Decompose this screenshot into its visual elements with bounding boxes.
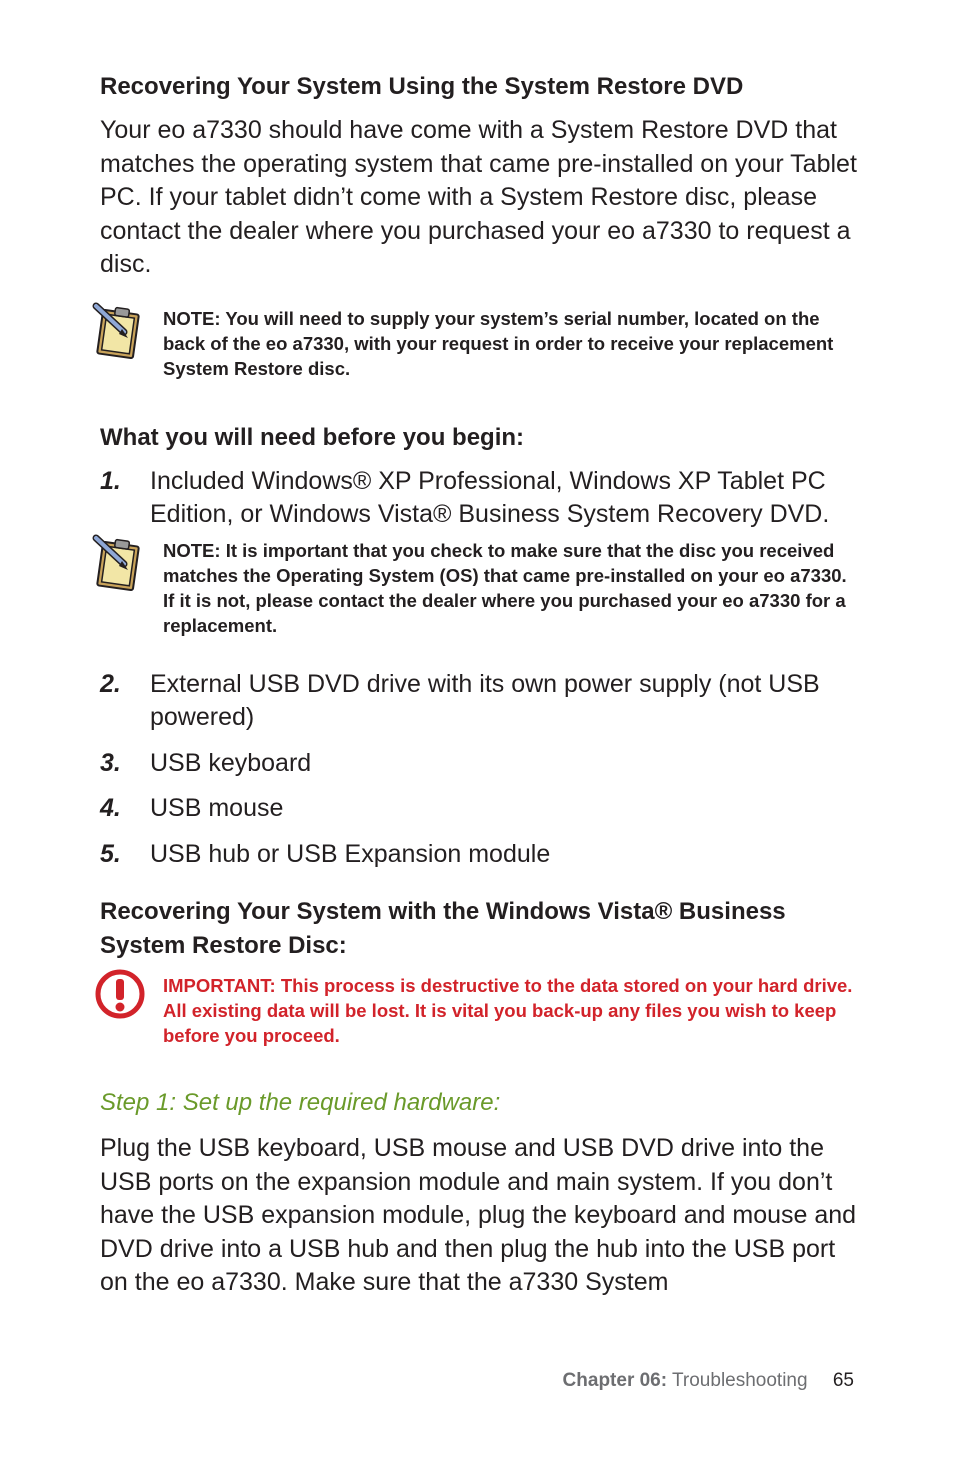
note-disc-match: [100, 538, 860, 638]
step-1-heading: Step 1: Set up the required hardware:: [100, 1089, 501, 1116]
list-item-number: 5.: [100, 839, 121, 868]
list-item-text: Included Windows® XP Professional, Windows XP Tablet PC Edition, or Windows Vista® Business System Recovery DVD.: [150, 466, 830, 528]
page-number: 65: [832, 1370, 854, 1391]
section-heading-vista-restore: Recovering Your System with the Windows Vista® Business System Restore Disc:: [100, 898, 786, 959]
list-item-text: USB keyboard: [150, 748, 312, 777]
list-item-text: USB hub or USB Expansion module: [150, 839, 551, 868]
list-item: [100, 668, 860, 735]
page-footer: [563, 1370, 854, 1392]
footer-chapter: Chapter 06:: [562, 1370, 668, 1391]
list-item-number: 1.: [100, 466, 121, 495]
list-item-number: 4.: [100, 794, 121, 822]
list-item: [100, 792, 860, 826]
list-item-text: USB mouse: [150, 794, 284, 822]
important-text: IMPORTANT: This process is destructive to the data stored on your hard drive. All existing data will be lost. It is vital you back-up any files you wish to keep before you proceed.: [163, 975, 853, 1046]
notepad-pencil-icon: [90, 300, 146, 362]
note-text: NOTE: You will need to supply your system’s serial number, located on the back of the eo a7330, with your request in order to receive your replacement System Restore disc.: [163, 307, 834, 379]
page-content: [100, 70, 860, 1300]
exclamation-icon: [95, 969, 145, 1019]
note-serial-number: [100, 306, 860, 381]
list-item-number: 2.: [100, 669, 121, 698]
restore-dvd-paragraph: Your eo a7330 should have come with a System Restore DVD that matches the operating system that came pre-installed on your Tablet PC. If your tablet didn’t come with a System Restore disc, please contact the dealer where you purchased your eo a7330 to request a disc.: [100, 116, 857, 278]
requirements-list: [100, 465, 860, 532]
requirements-list-continued: [100, 668, 860, 872]
list-item: [100, 747, 860, 781]
footer-chapter-title: Troubleshooting: [672, 1370, 808, 1391]
step-1-paragraph: Plug the USB keyboard, USB mouse and USB DVD drive into the USB ports on the expansion module and main system. If you don’t have the USB expansion module, plug the keyboard and mouse and DVD drive into a USB hub and then plug the hub into the USB port on the eo a7330. Make sure that the a7330 System: [100, 1134, 857, 1296]
important-warning: [100, 973, 860, 1048]
list-item: [100, 465, 860, 532]
list-item-number: 3.: [100, 748, 121, 777]
requirements-heading: What you will need before you begin:: [100, 423, 525, 451]
list-item-text: External USB DVD drive with its own power supply (not USB powered): [150, 669, 820, 731]
list-item: [100, 838, 860, 872]
section-heading-restore-dvd: Recovering Your System Using the System Restore DVD: [100, 73, 744, 100]
note-text: NOTE: It is important that you check to make sure that the disc you received matches the Operating System (OS) that came pre-installed on your eo a7330. If it is not, please contact the dealer where you purchased your eo a7330 for a replacement.: [163, 539, 847, 636]
notepad-pencil-icon: [90, 532, 146, 594]
